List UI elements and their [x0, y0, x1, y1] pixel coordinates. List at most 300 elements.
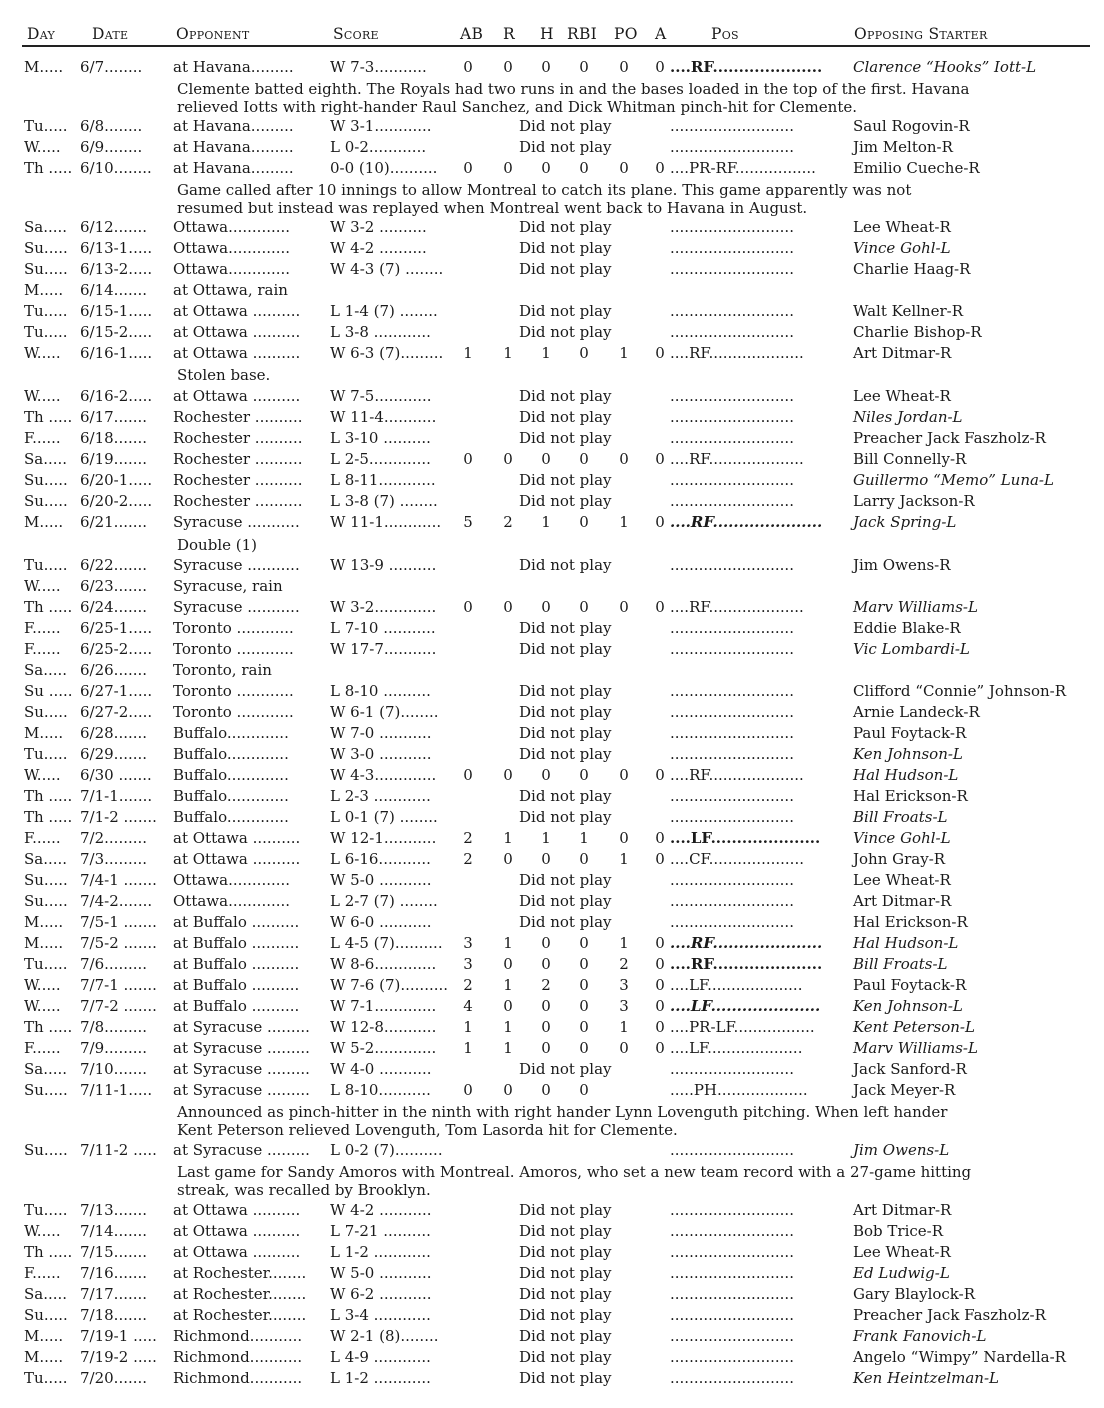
- date: 7/14.......: [80, 1222, 148, 1240]
- score: W 4-0 ...........: [330, 1060, 432, 1078]
- position: ..........................: [670, 619, 794, 637]
- opponent: Syracuse ...........: [173, 513, 300, 531]
- header-opponent: Opponent: [176, 25, 250, 43]
- stat-a: 0: [655, 58, 665, 76]
- score: W 4-3.............: [330, 766, 437, 784]
- position: ..........................: [670, 239, 794, 257]
- day: Su.....: [24, 239, 68, 257]
- opposing-starter: Eddie Blake-R: [853, 619, 961, 637]
- day: Sa.....: [24, 1060, 68, 1078]
- opponent: Buffalo.............: [173, 766, 289, 784]
- game-row: [0, 1284, 1104, 1305]
- stat-h: 0: [541, 1039, 551, 1057]
- score: L 4-5 (7)..........: [330, 934, 443, 952]
- header-pos: Pos: [711, 25, 739, 43]
- position: ..........................: [670, 703, 794, 721]
- did-not-play: Did not play: [519, 892, 612, 910]
- game-row: [0, 744, 1104, 765]
- position: ..........................: [670, 1201, 794, 1219]
- stat-r: 0: [503, 850, 513, 868]
- opponent: Toronto ............: [173, 640, 294, 658]
- game-row: [0, 1347, 1104, 1368]
- opponent: at Ottawa ..........: [173, 1201, 301, 1219]
- game-row: [0, 137, 1104, 158]
- did-not-play: Did not play: [519, 1285, 612, 1303]
- day: Su.....: [24, 871, 68, 889]
- date: 6/14.......: [80, 281, 148, 299]
- stat-ab: 2: [463, 850, 473, 868]
- day: F......: [24, 429, 61, 447]
- stat-ab: 0: [463, 1081, 473, 1099]
- opponent: at Havana.........: [173, 159, 294, 177]
- date: 6/10........: [80, 159, 152, 177]
- opponent: Rochester ..........: [173, 429, 303, 447]
- opposing-starter: Vince Gohl-L: [853, 239, 951, 257]
- did-not-play: Did not play: [519, 117, 612, 135]
- stat-a: 0: [655, 598, 665, 616]
- day: M.....: [24, 1348, 64, 1366]
- position: ....RF....................: [670, 450, 804, 468]
- date: 6/19.......: [80, 450, 148, 468]
- day: W.....: [24, 344, 61, 362]
- date: 6/25-2.....: [80, 640, 153, 658]
- did-not-play: Did not play: [519, 1348, 612, 1366]
- day: M.....: [24, 513, 64, 531]
- date: 7/5-1 .......: [80, 913, 157, 931]
- stat-ab: 2: [463, 976, 473, 994]
- day: F......: [24, 829, 61, 847]
- day: W.....: [24, 1222, 61, 1240]
- opposing-starter: Hal Erickson-R: [853, 913, 968, 931]
- date: 6/17.......: [80, 408, 148, 426]
- stat-po: 0: [619, 829, 629, 847]
- position: ....RF.....................: [670, 955, 823, 973]
- opposing-starter: Marv Williams-L: [853, 598, 978, 616]
- stat-rbi: 0: [579, 766, 589, 784]
- did-not-play: Did not play: [519, 260, 612, 278]
- opposing-starter: Bill Froats-L: [853, 955, 948, 973]
- stat-ab: 0: [463, 598, 473, 616]
- game-row: [0, 491, 1104, 512]
- stat-h: 0: [541, 1018, 551, 1036]
- stat-po: 3: [619, 976, 629, 994]
- date: 6/15-2.....: [80, 323, 153, 341]
- opponent: Toronto, rain: [173, 661, 272, 679]
- stat-h: 2: [541, 976, 551, 994]
- opposing-starter: Saul Rogovin-R: [853, 117, 970, 135]
- game-row: [0, 386, 1104, 407]
- stat-ab: 5: [463, 513, 473, 531]
- opposing-starter: Charlie Bishop-R: [853, 323, 982, 341]
- position: ....LF.....................: [670, 829, 821, 847]
- game-note: Announced as pinch-hitter in the ninth with right hander Lynn Lovenguth pitching. When left hander Kent Peterson relieved Lovenguth, Tom Lasorda hit for Clemente.: [177, 1103, 948, 1139]
- date: 6/26.......: [80, 661, 148, 679]
- day: Sa.....: [24, 1285, 68, 1303]
- opposing-starter: Hal Hudson-L: [853, 934, 959, 952]
- game-row: [0, 555, 1104, 576]
- day: Th .....: [24, 808, 73, 826]
- opponent: at Ottawa ..........: [173, 302, 301, 320]
- game-row: [0, 301, 1104, 322]
- position: ..........................: [670, 260, 794, 278]
- opposing-starter: Lee Wheat-R: [853, 871, 951, 889]
- score: W 11-4...........: [330, 408, 437, 426]
- score: W 5-0 ...........: [330, 871, 432, 889]
- stat-r: 1: [503, 829, 513, 847]
- stat-a: 0: [655, 997, 665, 1015]
- opposing-starter: Lee Wheat-R: [853, 387, 951, 405]
- game-row: [0, 807, 1104, 828]
- opponent: Rochester ..........: [173, 471, 303, 489]
- day: Th .....: [24, 1018, 73, 1036]
- position: ..........................: [670, 323, 794, 341]
- position: ....LF....................: [670, 976, 803, 994]
- opponent: at Ottawa ..........: [173, 387, 301, 405]
- day: Th .....: [24, 1243, 73, 1261]
- opposing-starter: Larry Jackson-R: [853, 492, 975, 510]
- stat-h: 0: [541, 159, 551, 177]
- did-not-play: Did not play: [519, 302, 612, 320]
- opposing-starter: Ken Johnson-L: [853, 997, 963, 1015]
- did-not-play: Did not play: [519, 556, 612, 574]
- game-row: [0, 1368, 1104, 1389]
- opponent: Ottawa.............: [173, 218, 291, 236]
- date: 6/18.......: [80, 429, 148, 447]
- day: Tu.....: [24, 117, 68, 135]
- did-not-play: Did not play: [519, 682, 612, 700]
- opposing-starter: Jim Owens-R: [853, 556, 951, 574]
- position: ..........................: [670, 1222, 794, 1240]
- opponent: at Ottawa ..........: [173, 1243, 301, 1261]
- date: 7/2.........: [80, 829, 148, 847]
- date: 6/22.......: [80, 556, 148, 574]
- opponent: at Ottawa ..........: [173, 344, 301, 362]
- did-not-play: Did not play: [519, 387, 612, 405]
- stat-r: 0: [503, 1081, 513, 1099]
- game-row: [0, 828, 1104, 849]
- stat-h: 0: [541, 997, 551, 1015]
- score: L 7-10 ...........: [330, 619, 436, 637]
- opposing-starter: Jack Spring-L: [853, 513, 957, 531]
- position: ....RF.....................: [670, 58, 823, 76]
- stat-h: 0: [541, 58, 551, 76]
- day: Tu.....: [24, 556, 68, 574]
- day: F......: [24, 640, 61, 658]
- did-not-play: Did not play: [519, 218, 612, 236]
- day: Su .....: [24, 682, 73, 700]
- date: 6/25-1.....: [80, 619, 153, 637]
- day: Su.....: [24, 1306, 68, 1324]
- stat-r: 1: [503, 1018, 513, 1036]
- stat-a: 0: [655, 976, 665, 994]
- did-not-play: Did not play: [519, 1060, 612, 1078]
- header-rule: [22, 45, 1090, 47]
- stat-a: 0: [655, 344, 665, 362]
- stat-a: 0: [655, 829, 665, 847]
- score: L 1-2 ............: [330, 1243, 431, 1261]
- did-not-play: Did not play: [519, 1369, 612, 1387]
- stat-rbi: 1: [579, 829, 589, 847]
- game-row: [0, 407, 1104, 428]
- game-row: [0, 1200, 1104, 1221]
- score: W 17-7...........: [330, 640, 437, 658]
- score: L 2-5.............: [330, 450, 431, 468]
- stat-po: 0: [619, 766, 629, 784]
- opposing-starter: Frank Fanovich-L: [853, 1327, 987, 1345]
- position: ..........................: [670, 724, 794, 742]
- opposing-starter: Paul Foytack-R: [853, 724, 967, 742]
- date: 7/7-2 .......: [80, 997, 157, 1015]
- score: W 2-1 (8)........: [330, 1327, 439, 1345]
- date: 6/8........: [80, 117, 143, 135]
- stat-rbi: 0: [579, 1018, 589, 1036]
- date: 6/20-1.....: [80, 471, 153, 489]
- opponent: at Buffalo ..........: [173, 997, 300, 1015]
- date: 7/17.......: [80, 1285, 148, 1303]
- stat-a: 0: [655, 766, 665, 784]
- game-row: [0, 158, 1104, 179]
- opponent: Richmond...........: [173, 1348, 303, 1366]
- did-not-play: Did not play: [519, 471, 612, 489]
- stat-po: 1: [619, 1018, 629, 1036]
- score: W 7-1.............: [330, 997, 437, 1015]
- stat-rbi: 0: [579, 976, 589, 994]
- stat-r: 0: [503, 159, 513, 177]
- day: W.....: [24, 577, 61, 595]
- stat-ab: 3: [463, 934, 473, 952]
- stat-po: 0: [619, 450, 629, 468]
- score: L 0-1 (7) ........: [330, 808, 438, 826]
- day: W.....: [24, 138, 61, 156]
- opposing-starter: Clarence “Hooks” Iott-L: [853, 58, 1037, 76]
- header-rbi: RBI: [567, 25, 598, 43]
- opponent: Buffalo.............: [173, 724, 289, 742]
- score: W 4-3 (7) ........: [330, 260, 444, 278]
- opponent: at Ottawa ..........: [173, 829, 301, 847]
- day: Tu.....: [24, 323, 68, 341]
- game-row: [0, 217, 1104, 238]
- date: 6/15-1.....: [80, 302, 153, 320]
- opposing-starter: Kent Peterson-L: [853, 1018, 975, 1036]
- day: Su.....: [24, 260, 68, 278]
- position: ....PR-RF.................: [670, 159, 816, 177]
- day: Tu.....: [24, 302, 68, 320]
- opponent: at Syracuse .........: [173, 1018, 310, 1036]
- score: W 6-2 ...........: [330, 1285, 432, 1303]
- game-row: [0, 512, 1104, 533]
- did-not-play: Did not play: [519, 808, 612, 826]
- opponent: at Havana.........: [173, 138, 294, 156]
- opponent: at Rochester........: [173, 1285, 307, 1303]
- stat-po: 2: [619, 955, 629, 973]
- day: Th .....: [24, 598, 73, 616]
- score: W 7-0 ...........: [330, 724, 432, 742]
- stat-r: 0: [503, 58, 513, 76]
- game-row: [0, 660, 1104, 681]
- game-row: [0, 238, 1104, 259]
- opponent: at Syracuse .........: [173, 1081, 310, 1099]
- game-row: [0, 280, 1104, 301]
- game-row: [0, 1305, 1104, 1326]
- position: .....PH...................: [670, 1081, 808, 1099]
- day: Th .....: [24, 787, 73, 805]
- stat-a: 0: [655, 1039, 665, 1057]
- day: Su.....: [24, 1081, 68, 1099]
- did-not-play: Did not play: [519, 239, 612, 257]
- header-a: A: [655, 25, 667, 43]
- stat-r: 1: [503, 344, 513, 362]
- stat-ab: 0: [463, 450, 473, 468]
- stat-ab: 4: [463, 997, 473, 1015]
- did-not-play: Did not play: [519, 619, 612, 637]
- opponent: at Rochester........: [173, 1264, 307, 1282]
- score: W 8-6.............: [330, 955, 437, 973]
- stat-po: 1: [619, 850, 629, 868]
- score: W 4-2 ...........: [330, 1201, 432, 1219]
- game-row: [0, 470, 1104, 491]
- day: M.....: [24, 58, 64, 76]
- did-not-play: Did not play: [519, 871, 612, 889]
- day: W.....: [24, 387, 61, 405]
- date: 7/19-1 .....: [80, 1327, 157, 1345]
- stat-r: 1: [503, 976, 513, 994]
- date: 7/11-1.....: [80, 1081, 153, 1099]
- game-row: [0, 933, 1104, 954]
- did-not-play: Did not play: [519, 323, 612, 341]
- opponent: Toronto ............: [173, 703, 294, 721]
- position: ....LF.....................: [670, 997, 821, 1015]
- score: 0-0 (10)..........: [330, 159, 438, 177]
- game-row: [0, 1080, 1104, 1101]
- score: W 11-1............: [330, 513, 442, 531]
- stat-a: 0: [655, 450, 665, 468]
- stat-h: 0: [541, 598, 551, 616]
- position: ..........................: [670, 1327, 794, 1345]
- opposing-starter: Marv Williams-L: [853, 1039, 978, 1057]
- stat-h: 1: [541, 829, 551, 847]
- position: ..........................: [670, 1306, 794, 1324]
- stat-a: 0: [655, 955, 665, 973]
- score: W 7-6 (7)..........: [330, 976, 449, 994]
- stat-ab: 2: [463, 829, 473, 847]
- date: 6/16-2.....: [80, 387, 153, 405]
- header-day: Day: [27, 25, 56, 43]
- did-not-play: Did not play: [519, 1201, 612, 1219]
- stat-ab: 1: [463, 1039, 473, 1057]
- opponent: Buffalo.............: [173, 787, 289, 805]
- position: ..........................: [670, 408, 794, 426]
- position: ..........................: [670, 429, 794, 447]
- date: 7/1-2 .......: [80, 808, 157, 826]
- position: ..........................: [670, 892, 794, 910]
- stat-rbi: 0: [579, 1081, 589, 1099]
- day: Tu.....: [24, 1201, 68, 1219]
- game-row: [0, 723, 1104, 744]
- position: ..........................: [670, 1264, 794, 1282]
- stat-rbi: 0: [579, 934, 589, 952]
- day: W.....: [24, 997, 61, 1015]
- score: L 6-16...........: [330, 850, 431, 868]
- opponent: Buffalo.............: [173, 808, 289, 826]
- game-note: Clemente batted eighth. The Royals had two runs in and the bases loaded in the top of the first. Havana relieved Iotts with right-hander Raul Sanchez, and Dick Whitman pinch-hit for Clemente.: [177, 80, 970, 116]
- day: Sa.....: [24, 850, 68, 868]
- stat-po: 3: [619, 997, 629, 1015]
- day: M.....: [24, 281, 64, 299]
- game-row: [0, 1140, 1104, 1161]
- opposing-starter: Paul Foytack-R: [853, 976, 967, 994]
- position: ..........................: [670, 387, 794, 405]
- stat-rbi: 0: [579, 450, 589, 468]
- stat-ab: 0: [463, 766, 473, 784]
- date: 6/24.......: [80, 598, 148, 616]
- game-row: [0, 681, 1104, 702]
- date: 7/18.......: [80, 1306, 148, 1324]
- opposing-starter: Lee Wheat-R: [853, 1243, 951, 1261]
- day: F......: [24, 1039, 61, 1057]
- position: ..........................: [670, 913, 794, 931]
- header-po: PO: [614, 25, 638, 43]
- day: Sa.....: [24, 218, 68, 236]
- date: 6/27-2.....: [80, 703, 153, 721]
- opponent: at Ottawa ..........: [173, 1222, 301, 1240]
- stat-po: 1: [619, 934, 629, 952]
- day: M.....: [24, 1327, 64, 1345]
- stat-r: 0: [503, 955, 513, 973]
- opponent: at Syracuse .........: [173, 1039, 310, 1057]
- date: 7/7-1 .......: [80, 976, 157, 994]
- position: ..........................: [670, 1060, 794, 1078]
- stat-r: 0: [503, 450, 513, 468]
- opposing-starter: Clifford “Connie” Johnson-R: [853, 682, 1067, 700]
- date: 6/27-1.....: [80, 682, 153, 700]
- date: 7/9.........: [80, 1039, 148, 1057]
- score: L 1-2 ............: [330, 1369, 431, 1387]
- stat-a: 0: [655, 1018, 665, 1036]
- opposing-starter: Jack Sanford-R: [853, 1060, 967, 1078]
- game-row: [0, 1221, 1104, 1242]
- opposing-starter: John Gray-R: [853, 850, 946, 868]
- opposing-starter: Bill Connelly-R: [853, 450, 967, 468]
- day: F......: [24, 619, 61, 637]
- score: W 7-5............: [330, 387, 432, 405]
- score: W 12-1...........: [330, 829, 437, 847]
- score: L 4-9 ............: [330, 1348, 431, 1366]
- opposing-starter: Walt Kellner-R: [853, 302, 963, 320]
- position: ..........................: [670, 218, 794, 236]
- stat-r: 0: [503, 766, 513, 784]
- game-note: Double (1): [177, 536, 258, 554]
- game-row: [0, 765, 1104, 786]
- game-row: [0, 870, 1104, 891]
- position: ..........................: [670, 492, 794, 510]
- opposing-starter: Ken Heintzelman-L: [853, 1369, 999, 1387]
- stat-po: 1: [619, 513, 629, 531]
- position: ....RF....................: [670, 598, 804, 616]
- stat-rbi: 0: [579, 58, 589, 76]
- did-not-play: Did not play: [519, 408, 612, 426]
- opponent: Ottawa.............: [173, 871, 291, 889]
- opponent: Rochester ..........: [173, 492, 303, 510]
- score: W 3-2.............: [330, 598, 437, 616]
- game-note: Stolen base.: [177, 366, 271, 384]
- opposing-starter: Hal Hudson-L: [853, 766, 959, 784]
- opposing-starter: Angelo “Wimpy” Nardella-R: [853, 1348, 1066, 1366]
- opponent: Rochester ..........: [173, 450, 303, 468]
- opposing-starter: Arnie Landeck-R: [853, 703, 980, 721]
- position: ..........................: [670, 1243, 794, 1261]
- did-not-play: Did not play: [519, 1327, 612, 1345]
- day: M.....: [24, 724, 64, 742]
